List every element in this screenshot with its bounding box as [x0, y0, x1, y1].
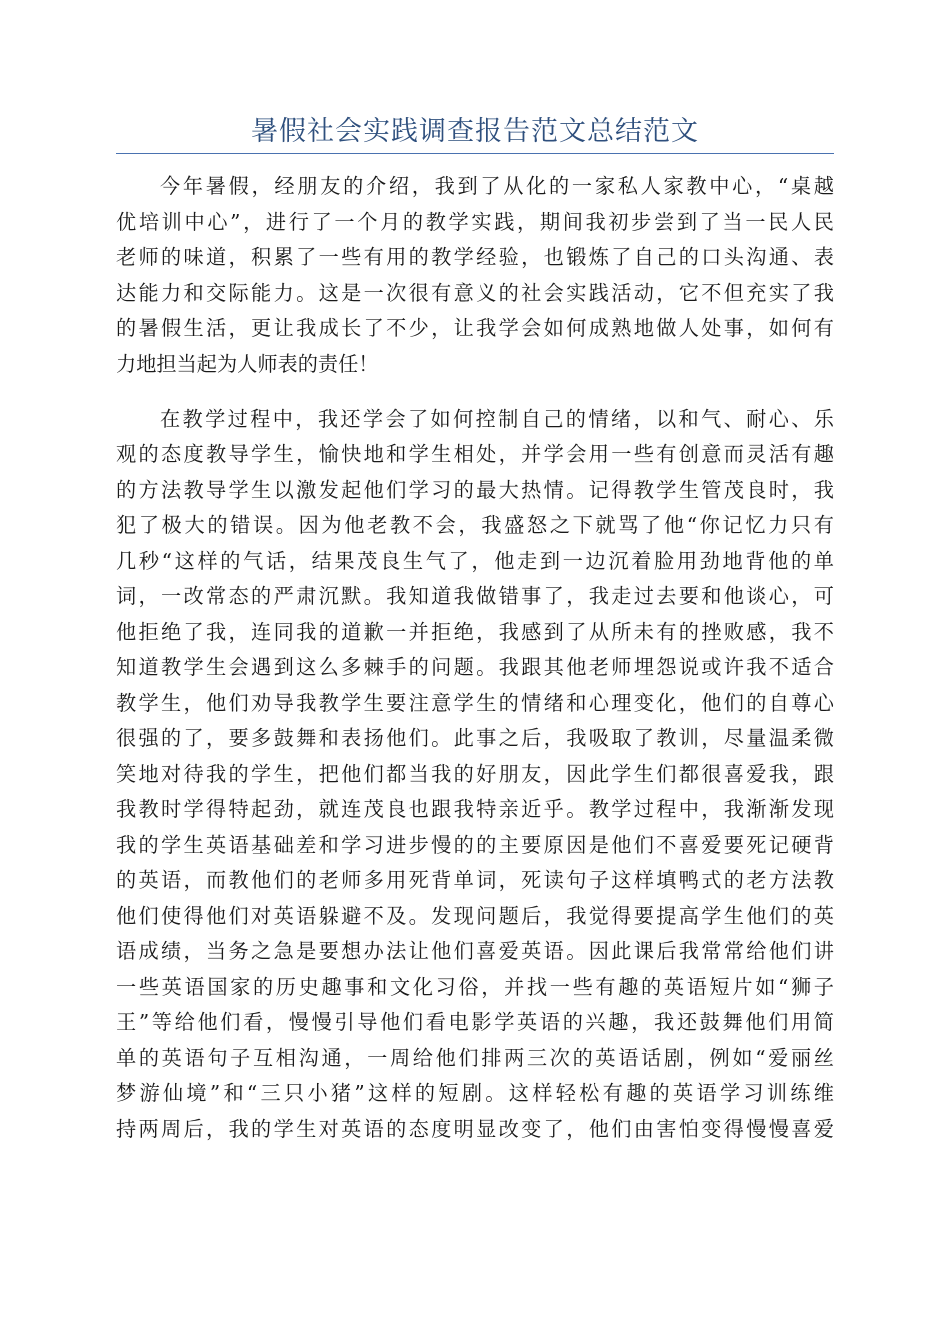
document-title: 暑假社会实践调查报告范文总结范文	[251, 116, 699, 147]
paragraph-line: 在教学过程中，我还学会了如何控制自己的情绪，以和气、耐心、乐	[160, 406, 834, 431]
paragraph-line: 他拒绝了我，连同我的道歉一并拒绝，我感到了从所未有的挫败感，我不	[116, 619, 834, 644]
paragraph-line: 王”等给他们看，慢慢引导他们看电影学英语的兴趣，我还鼓舞他们用简	[116, 1010, 834, 1034]
paragraph-1	[116, 169, 834, 382]
paragraph-line: 观的态度教导学生，愉快地和学生相处，并学会用一些有创意而灵活有趣	[116, 442, 834, 466]
paragraph-line: 力地担当起为人师表的责任！	[116, 351, 379, 376]
paragraph-line: 优培训中心”，进行了一个月的教学实践，期间我初步尝到了当一民人民	[116, 209, 834, 234]
paragraph-line: 的暑假生活，更让我成长了不少，让我学会如何成熟地做人处事，如何有	[116, 316, 834, 340]
paragraph-line: 词，一改常态的严肃沉默。我知道我做错事了，我走过去要和他谈心，可	[116, 584, 834, 608]
paragraph-line: 犯了极大的错误。因为他老教不会，我盛怒之下就骂了他“你记忆力只有	[116, 513, 834, 537]
paragraph-line: 持两周后，我的学生对英语的态度明显改变了，他们由害怕变得慢慢喜爱	[116, 1116, 834, 1141]
paragraph-line: 我教时学得特起劲，就连茂良也跟我特亲近乎。教学过程中，我渐渐发现	[116, 797, 834, 821]
paragraph-line: 达能力和交际能力。这是一次很有意义的社会实践活动，它不但充实了我	[116, 280, 834, 305]
paragraph-line: 几秒“这样的气话，结果茂良生气了，他走到一边沉着脸用劲地背他的单	[116, 548, 834, 573]
paragraph-line: 笑地对待我的学生，把他们都当我的好朋友，因此学生们都很喜爱我，跟	[116, 761, 834, 786]
paragraph-line: 我的学生英语基础差和学习进步慢的的主要原因是他们不喜爱要死记硬背	[116, 832, 834, 857]
paragraph-line: 的英语，而教他们的老师多用死背单词，死读句子这样填鸭式的老方法教	[116, 868, 834, 892]
paragraph-line: 教学生，他们劝导我教学生要注意学生的情绪和心理变化，他们的自尊心	[116, 690, 834, 715]
title-underline	[116, 153, 834, 154]
paragraph-line: 单的英语句子互相沟通，一周给他们排两三次的英语话剧，例如“爱丽丝	[116, 1045, 834, 1070]
paragraph-line: 老师的味道，积累了一些有用的教学经验，也锻炼了自己的口头沟通、表	[116, 245, 834, 269]
paragraph-2	[116, 402, 834, 1148]
paragraph-line: 梦游仙境”和“三只小猪”这样的短剧。这样轻松有趣的英语学习训练维	[116, 1081, 834, 1105]
paragraph-line: 一些英语国家的历史趣事和文化习俗，并找一些有趣的英语短片如“狮子	[116, 974, 834, 999]
paragraph-line: 语成绩，当务之急是要想办法让他们喜爱英语。因此课后我常常给他们讲	[116, 939, 834, 963]
document-body	[116, 169, 834, 1147]
paragraph-spacer	[116, 382, 834, 402]
paragraph-line: 今年暑假，经朋友的介绍，我到了从化的一家私人家教中心，“桌越	[160, 174, 834, 198]
paragraph-line: 他们使得他们对英语躲避不及。发现问题后，我觉得要提高学生他们的英	[116, 903, 834, 928]
paragraph-line: 很强的了，要多鼓舞和表扬他们。此事之后，我吸取了教训，尽量温柔微	[116, 726, 834, 750]
paragraph-line: 知道教学生会遇到这么多棘手的问题。我跟其他老师埋怨说或许我不适合	[116, 655, 834, 679]
paragraph-line: 的方法教导学生以激发起他们学习的最大热情。记得教学生管茂良时，我	[116, 477, 834, 502]
